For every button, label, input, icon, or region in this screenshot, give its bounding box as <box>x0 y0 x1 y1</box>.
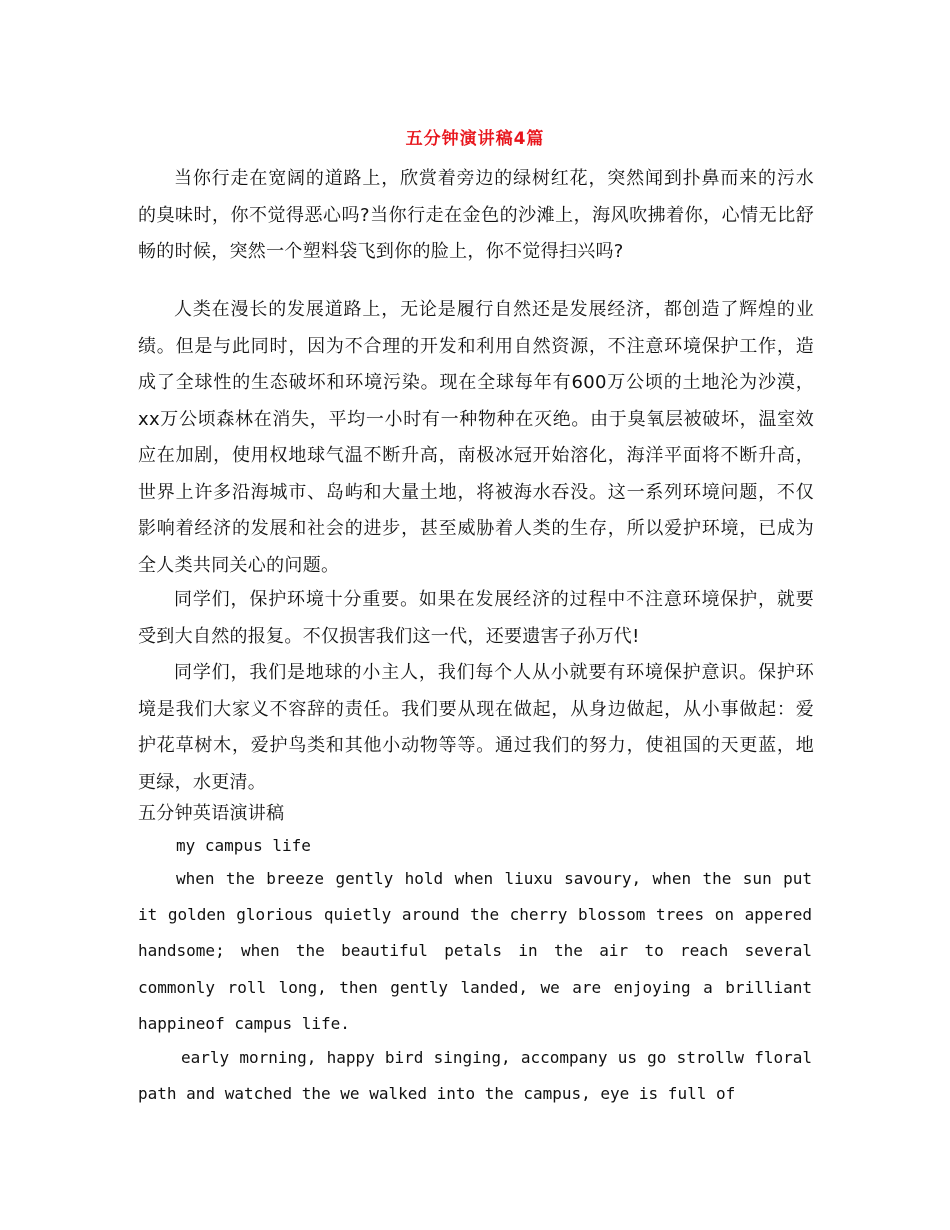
paragraph-4: 同学们，我们是地球的小主人，我们每个人从小就要有环境保护意识。保护环境是我们大家义不容辞的责任。我们要从现在做起，从身边做起，从小事做起：爱护花草树木，爱护鸟类和其他小动物等等。通过我们的努力，使祖国的天更蓝，地更绿，水更清。 <box>138 662 814 793</box>
paragraph-1: 当你行走在宽阔的道路上，欣赏着旁边的绿树红花，突然闻到扑鼻而来的污水的臭味时，你不觉得恶心吗?当你行走在金色的沙滩上，海风吹拂着你，心情无比舒畅的时候，突然一个塑料袋飞到你的脸上，你不觉得扫兴吗? <box>138 168 814 262</box>
subheading: 五分钟英语演讲稿 <box>138 803 285 824</box>
paragraph-3: 同学们，保护环境十分重要。如果在发展经济的过程中不注意环境保护，就要受到大自然的报复。不仅损害我们这一代，还要遗害子孙万代! <box>138 589 814 647</box>
document-title: 五分钟演讲稿4篇 <box>405 129 545 149</box>
english-paragraph-1: when the breeze gently hold when liuxu savoury, when the sun put it golden glorious quietly around the cherry blossom trees on appered handsome; when the beautiful petals in the air to reach several commonly roll long, then gently landed, we are enjoying a brilliant happineof campus life. <box>138 869 812 1033</box>
english-paragraph-2: early morning, happy bird singing, accompany us go strollw floral path and watched the we walked into the campus, eye is full of <box>138 1048 812 1104</box>
paragraph-2: 人类在漫长的发展道路上，无论是履行自然还是发展经济，都创造了辉煌的业绩。但是与此同时，因为不合理的开发和利用自然资源，不注意环境保护工作，造成了全球性的生态破坏和环境污染。现在全球每年有600万公顷的土地沦为沙漠，xx万公顷森林在消失，平均一小时有一种物种在灭绝。由于臭氧层被破坏，温室效应在加剧，使用权地球气温不断升高，南极冰冠开始溶化，海洋平面将不断升高，世界上许多沿海城市、岛屿和大量土地，将被海水吞没。这一系列环境问题，不仅影响着经济的发展和社会的进步，甚至威胁着人类的生存，所以爱护环境，已成为全人类共同关心的问题。 <box>138 299 814 576</box>
english-title: my campus life <box>176 836 311 855</box>
